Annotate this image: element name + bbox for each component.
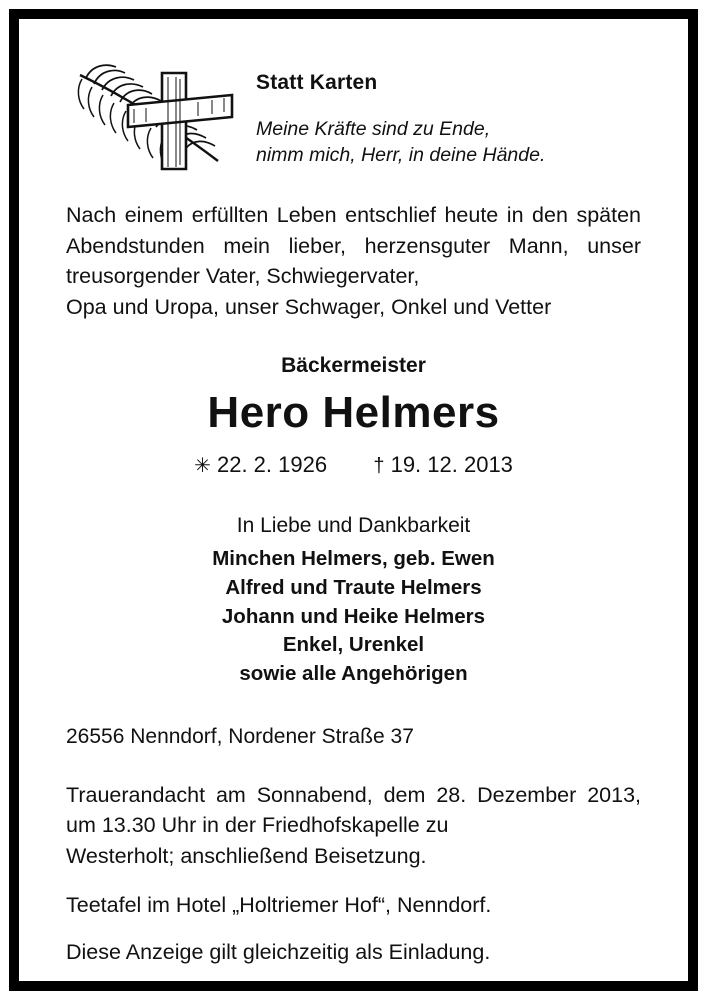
statt-karten-heading: Statt Karten bbox=[256, 71, 378, 94]
address: 26556 Nenndorf, Nordener Straße 37 bbox=[66, 724, 414, 748]
family-member: Johann und Heike Helmers bbox=[221, 604, 486, 628]
birth-symbol-icon: ✳ bbox=[194, 455, 211, 478]
family-member: Enkel, Urenkel bbox=[282, 633, 425, 657]
profession-title: Bäckermeister bbox=[281, 353, 426, 377]
service-info bbox=[66, 780, 641, 872]
deceased-name: Hero Helmers bbox=[207, 387, 500, 437]
verse-line-2: nimm mich, Herr, in deine Hände. bbox=[256, 144, 546, 167]
service-info-last-line: Westerholt; anschließend Beisetzung. bbox=[66, 844, 427, 869]
header-text bbox=[256, 49, 641, 168]
service-info-text: Trauerandacht am Sonnabend, dem 28. Dezember 2013, um 13.30 Uhr in der Friedhofskapelle zu bbox=[66, 782, 641, 838]
death-date: 19. 12. 2013 bbox=[390, 452, 513, 478]
lead-paragraph-text: Nach einem erfüllten Leben entschlief heute in den späten Abendstunden mein lieber, herzensguter Mann, unser treusorgender Vater, Schwiegervater, bbox=[66, 203, 641, 289]
obituary-content bbox=[19, 19, 688, 981]
lead-paragraph-last-line: Opa und Uropa, unser Schwager, Onkel und Vetter bbox=[66, 295, 552, 320]
cross-with-palm-frond-icon bbox=[66, 49, 256, 172]
family-member: sowie alle Angehörigen bbox=[239, 661, 468, 685]
family-intro: In Liebe und Dankbarkeit bbox=[236, 514, 471, 538]
teetafel-note: Teetafel im Hotel „Holtriemer Hof“, Nenndorf. bbox=[66, 892, 492, 917]
life-dates bbox=[66, 452, 641, 478]
family-member: Alfred und Traute Helmers bbox=[225, 575, 482, 599]
verse bbox=[256, 116, 641, 168]
family-block bbox=[66, 514, 641, 688]
family-member: Minchen Helmers, geb. Ewen bbox=[212, 547, 495, 571]
invitation-note: Diese Anzeige gilt gleichzeitig als Einladung. bbox=[66, 939, 491, 964]
verse-line-1: Meine Kräfte sind zu Ende, bbox=[256, 118, 491, 141]
lead-paragraph bbox=[66, 200, 641, 323]
cross-symbol-icon: † bbox=[373, 455, 385, 478]
birth-date: 22. 2. 1926 bbox=[216, 452, 328, 478]
header-row bbox=[66, 49, 641, 172]
